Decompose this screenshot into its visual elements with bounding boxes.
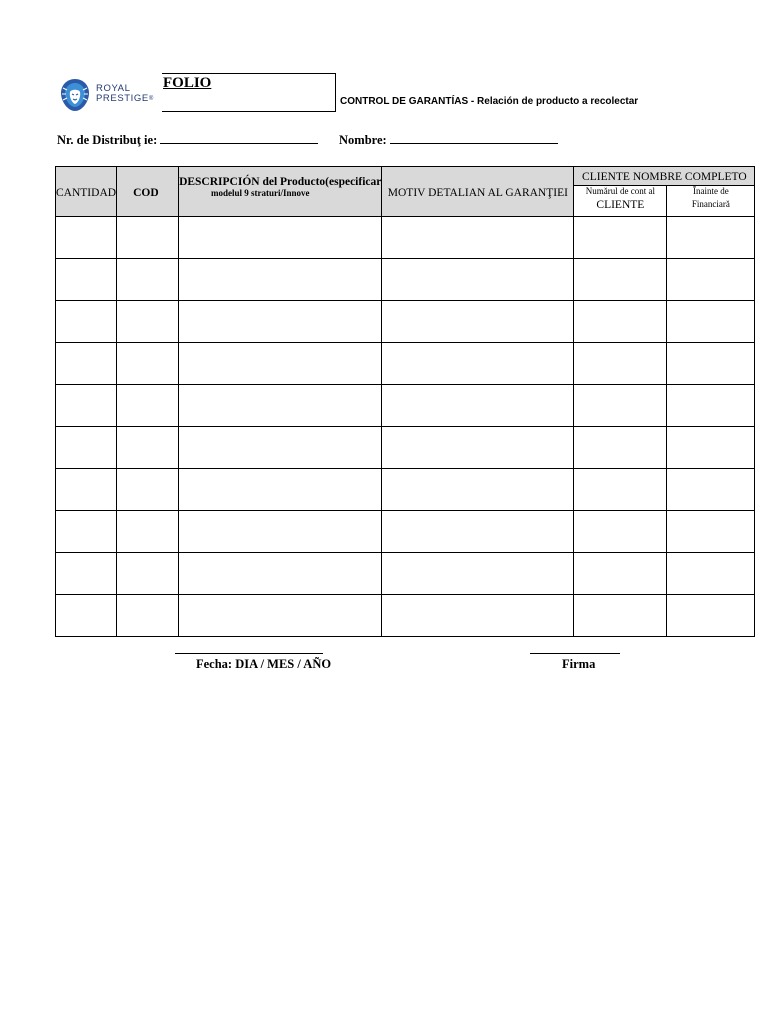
table-row (56, 511, 755, 553)
table-row (56, 301, 755, 343)
header-cantidad-label: CANTIDAD (56, 186, 117, 199)
table-cell[interactable] (574, 595, 667, 637)
table-cell[interactable] (574, 217, 667, 259)
table-cell[interactable] (382, 469, 574, 511)
table-cell[interactable] (574, 343, 667, 385)
table-cell[interactable] (667, 595, 755, 637)
table-cell[interactable] (667, 343, 755, 385)
header-motiv (382, 167, 574, 217)
name-field (339, 132, 558, 148)
header-inainte-line1: Înainte de (692, 186, 729, 196)
table-cell[interactable] (667, 217, 755, 259)
table-cell[interactable] (382, 217, 574, 259)
brand-line-2: PRESTIGE (96, 93, 149, 104)
table-cell[interactable] (574, 553, 667, 595)
table-cell[interactable] (667, 301, 755, 343)
table-cell[interactable] (574, 511, 667, 553)
firma-signature-line[interactable] (530, 653, 620, 654)
table-cell[interactable] (117, 301, 179, 343)
lion-head-icon (59, 78, 91, 112)
table-cell[interactable] (179, 553, 382, 595)
table-cell[interactable] (56, 385, 117, 427)
table-cell[interactable] (574, 469, 667, 511)
table-cell[interactable] (56, 469, 117, 511)
table-cell[interactable] (117, 427, 179, 469)
table-cell[interactable] (667, 259, 755, 301)
table-row (56, 343, 755, 385)
table-cell[interactable] (117, 511, 179, 553)
name-input-line[interactable] (390, 132, 558, 144)
table-cell[interactable] (667, 427, 755, 469)
table-row (56, 217, 755, 259)
table-row (56, 469, 755, 511)
table-cell[interactable] (667, 511, 755, 553)
date-signature-line[interactable] (175, 653, 323, 654)
table-cell[interactable] (382, 553, 574, 595)
header-descripcion-line2: modelul 9 straturi/Innove (210, 188, 310, 198)
header-numar-cont (574, 186, 667, 217)
brand-logo-text (96, 84, 154, 104)
table-cell[interactable] (56, 511, 117, 553)
table-cell[interactable] (117, 217, 179, 259)
table-cell[interactable] (574, 427, 667, 469)
header-descripcion-line1: DESCRIPCIÓN del Producto(especificar (179, 176, 382, 188)
table-cell[interactable] (179, 217, 382, 259)
table-row (56, 385, 755, 427)
table-row (56, 427, 755, 469)
table-cell[interactable] (667, 385, 755, 427)
firma-label: Firma (562, 657, 596, 671)
table-row (56, 595, 755, 637)
registered-mark: ® (148, 96, 154, 102)
header-numar-line1: Numărul de cont al (585, 186, 655, 196)
table-cell[interactable] (179, 301, 382, 343)
table-cell[interactable] (382, 343, 574, 385)
header-inainte-line2: Financiară (691, 199, 730, 209)
brand-line-1: ROYAL (96, 83, 131, 94)
header-cliente-label: CLIENTE NOMBRE COMPLETO (582, 171, 747, 183)
table-cell[interactable] (179, 469, 382, 511)
table-row (56, 259, 755, 301)
date-label: Fecha: DIA / MES / AÑO (196, 657, 332, 671)
table-cell[interactable] (179, 343, 382, 385)
table-cell[interactable] (574, 259, 667, 301)
table-cell[interactable] (56, 343, 117, 385)
name-label: Nombre: (339, 133, 387, 147)
header-cod-label: COD (133, 186, 159, 199)
table-cell[interactable] (56, 301, 117, 343)
header-inainte (667, 186, 755, 217)
table-cell[interactable] (179, 427, 382, 469)
table-cell[interactable] (382, 511, 574, 553)
table-cell[interactable] (667, 553, 755, 595)
table-row (56, 553, 755, 595)
table-cell[interactable] (56, 553, 117, 595)
table-cell[interactable] (179, 595, 382, 637)
table-cell[interactable] (382, 385, 574, 427)
distributor-input-line[interactable] (160, 132, 318, 144)
table-cell[interactable] (382, 595, 574, 637)
table-cell[interactable] (179, 259, 382, 301)
header-descripcion (179, 167, 382, 217)
folio-label: FOLIO (163, 75, 212, 91)
table-cell[interactable] (382, 301, 574, 343)
table-cell[interactable] (117, 343, 179, 385)
table-cell[interactable] (667, 469, 755, 511)
table-cell[interactable] (382, 259, 574, 301)
table-cell[interactable] (56, 259, 117, 301)
table-cell[interactable] (117, 385, 179, 427)
header-cliente-group (574, 167, 755, 186)
document-title: CONTROL DE GARANTÍAS - Relación de producto a recolectar (340, 96, 639, 107)
table-cell[interactable] (574, 301, 667, 343)
table-cell[interactable] (117, 595, 179, 637)
table-cell[interactable] (382, 427, 574, 469)
table-cell[interactable] (179, 385, 382, 427)
distributor-field (57, 132, 318, 148)
table-cell[interactable] (117, 469, 179, 511)
table-cell[interactable] (574, 385, 667, 427)
header-numar-line2: CLIENTE (596, 199, 645, 211)
table-cell[interactable] (179, 511, 382, 553)
warranty-table (55, 166, 755, 637)
header-motiv-label: MOTIV DETALIAN AL GARANŢIEI (387, 186, 568, 199)
table-cell[interactable] (117, 553, 179, 595)
table-cell[interactable] (56, 217, 117, 259)
table-cell[interactable] (56, 427, 117, 469)
header-cantidad (56, 167, 117, 217)
distributor-label: Nr. de Distribuţ ie: (57, 133, 158, 147)
table-cell[interactable] (56, 595, 117, 637)
table-cell[interactable] (117, 259, 179, 301)
